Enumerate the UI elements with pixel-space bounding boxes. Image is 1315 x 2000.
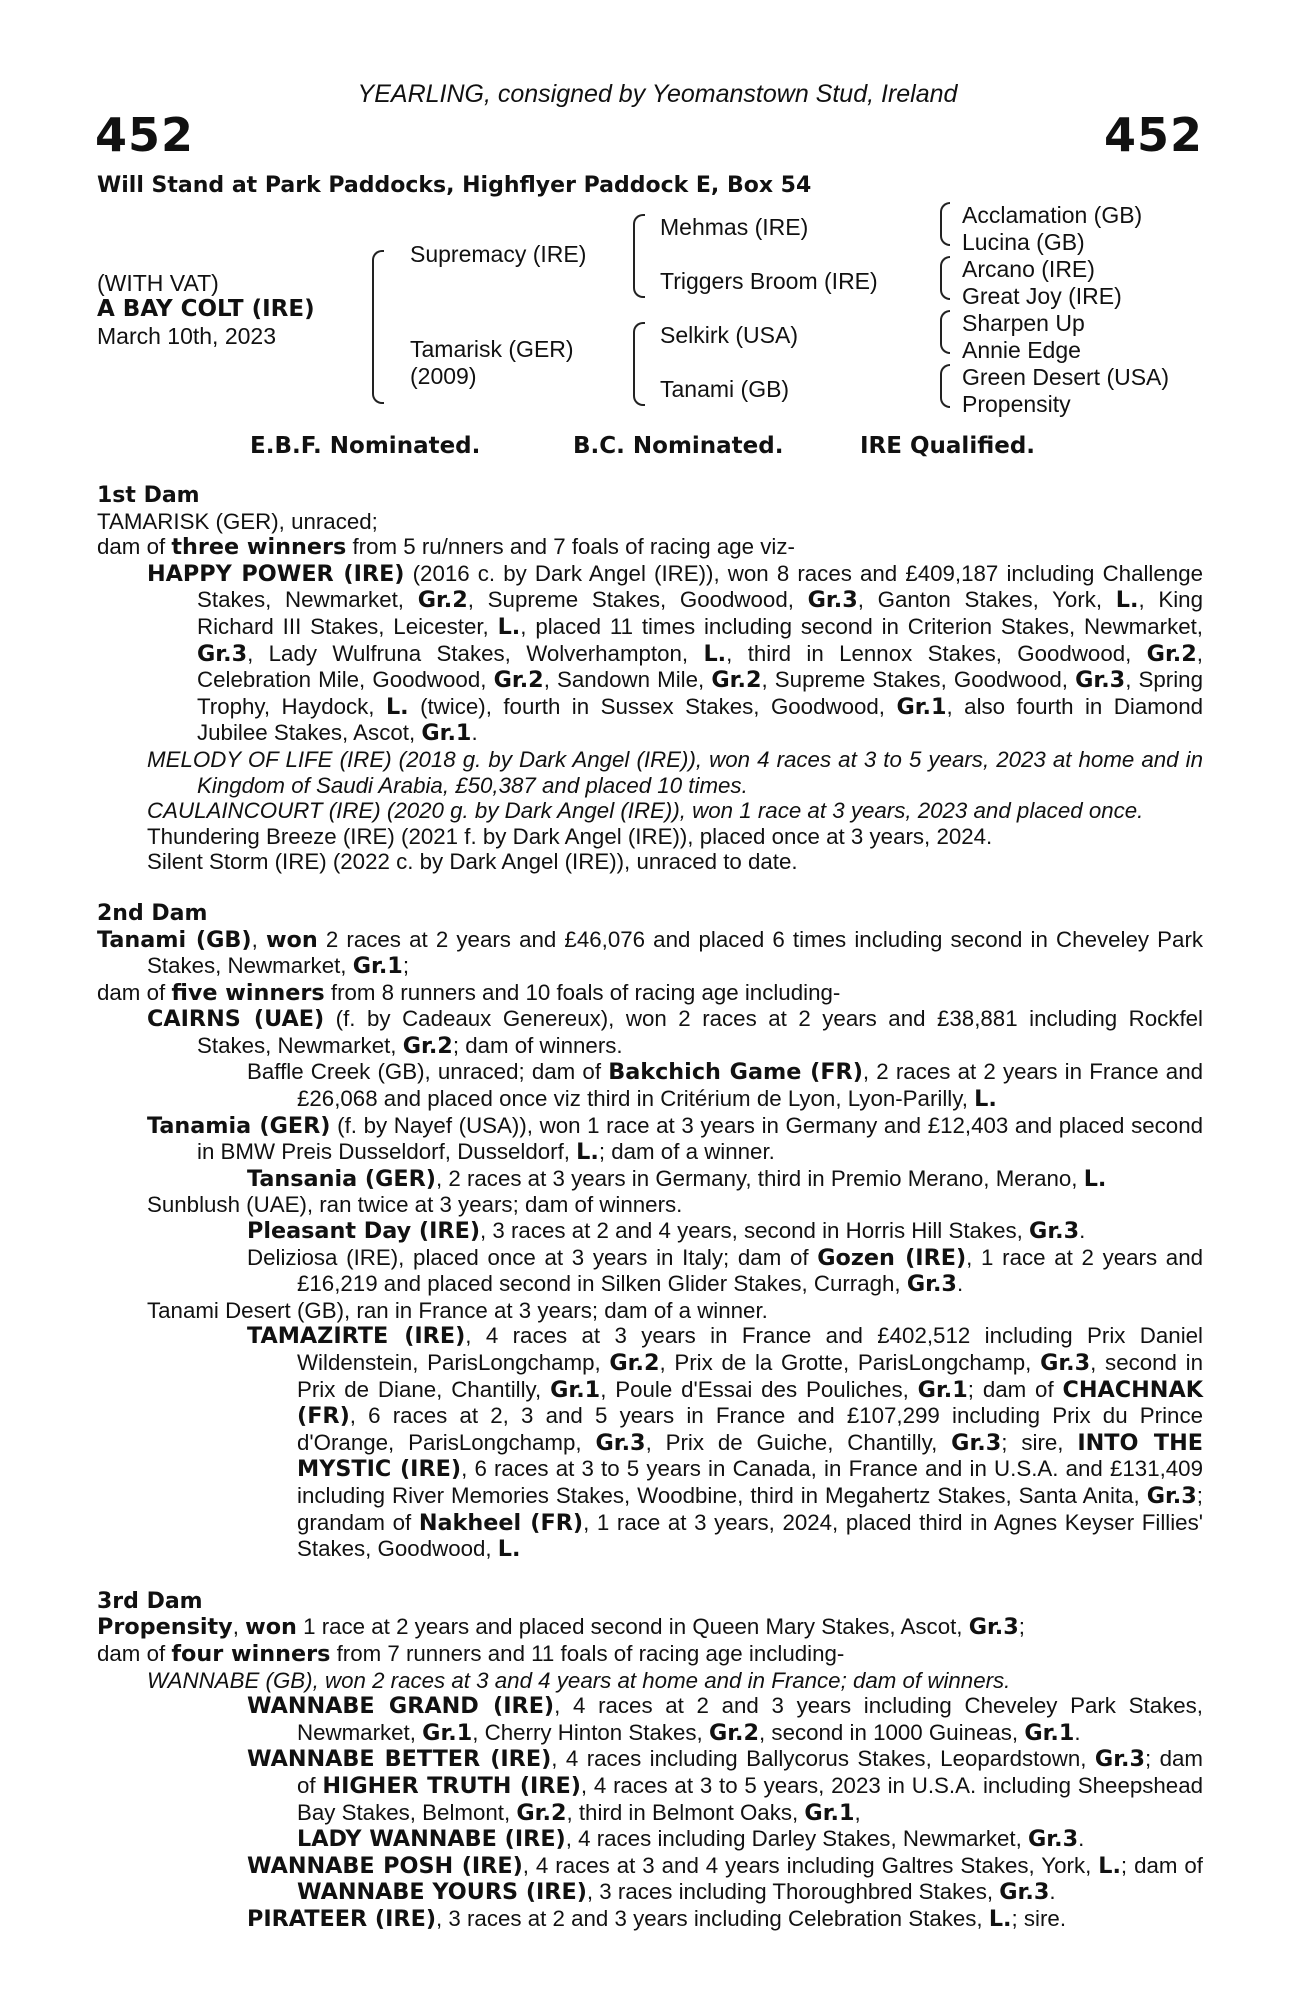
pedigree-g4: Great Joy (IRE) <box>962 283 1122 309</box>
vat-note: (WITH VAT) <box>97 270 219 296</box>
pedigree-brace-dam <box>633 322 645 406</box>
pedigree-g6: Annie Edge <box>962 337 1081 363</box>
stand-location: Will Stand at Park Paddocks, Highflyer Paddock E, Box 54 <box>97 173 812 198</box>
pedigree-dam-year: (2009) <box>410 363 477 389</box>
produce-tamazirte: TAMAZIRTE (IRE), 4 races at 3 years in France and £402,512 including Prix Daniel Wildenstein, ParisLongchamp, Gr.2, Prix de la Grotte, ParisLongchamp, Gr.3, second in Prix de Diane, Chantilly, Gr.1, Poule d'Essai des Pouliches, Gr.1; dam of CHACHNAK (FR), 6 races at 2, 3 and 5 years in France and £107,299 including Prix du Prince d'Orange, ParisLongchamp, Gr.3, Prix de Guiche, Chantilly, Gr.3; sire, INTO THE MYSTIC (IRE), 6 races at 3 to 5 years in Canada, in France and in U.S.A. and £131,409 including River Memories Stakes, Woodbine, third in Megahertz Stakes, Santa Anita, Gr.3; grandam of Nakheel (FR), 1 race at 3 years, 2024, placed third in Agnes Keyser Fillies' Stakes, Goodwood, L. <box>247 1323 1204 1563</box>
produce-silent-storm: Silent Storm (IRE) (2022 c. by Dark Angel (IRE)), unraced to date. <box>147 849 798 875</box>
lot-number-right: 452 <box>1103 108 1203 162</box>
produce-melody-of-life: MELODY OF LIFE (IRE) (2018 g. by Dark Angel (IRE)), won 4 races at 3 to 5 years, 2023 at home and in Kingdom of Saudi Arabia, £50,387 and placed 10 times. <box>147 746 1203 798</box>
pedigree-g3: Arcano (IRE) <box>962 256 1095 282</box>
pedigree-sire-sire: Mehmas (IRE) <box>660 214 809 240</box>
horse-name: A BAY COLT (IRE) <box>97 296 315 322</box>
second-dam-heading: 2nd Dam <box>97 900 208 926</box>
first-dam-line: TAMARISK (GER), unraced; <box>97 508 378 534</box>
produce-wannabe: WANNABE (GB), won 2 races at 3 and 4 years at home and in France; dam of winners. <box>147 1667 1011 1693</box>
third-dam-propensity: Propensity, won 1 race at 2 years and placed second in Queen Mary Stakes, Ascot, Gr.3; <box>97 1614 1025 1641</box>
pedigree-g7: Green Desert (USA) <box>962 364 1170 390</box>
pedigree-brace-g1 <box>940 202 950 246</box>
third-dam-produce-summary: dam of four winners from 7 runners and 11 foals of racing age including- <box>97 1640 845 1667</box>
first-dam-produce-summary: dam of three winners from 5 ru/nners and 7 foals of racing age viz- <box>97 534 795 561</box>
produce-pleasant-day: Pleasant Day (IRE), 3 races at 2 and 4 years, second in Horris Hill Stakes, Gr.3. <box>247 1218 1086 1245</box>
bc-nomination: B.C. Nominated. <box>573 433 784 459</box>
produce-wannabe-posh: WANNABE POSH (IRE), 4 races at 3 and 4 years including Galtres Stakes, York, L.; dam of WANNABE YOURS (IRE), 3 races including Thoroughbred Stakes, Gr.3. <box>247 1852 1203 1906</box>
produce-baffle-creek: Baffle Creek (GB), unraced; dam of Bakchich Game (FR), 2 races at 2 years in France and £26,068 and placed once viz third in Critérium de Lyon, Lyon-Parilly, L. <box>247 1059 1203 1113</box>
pedigree-g5: Sharpen Up <box>962 310 1085 336</box>
pedigree-dam: Tamarisk (GER) <box>410 336 574 362</box>
pedigree-brace-sire <box>633 214 645 298</box>
produce-tansania: Tansania (GER), 2 races at 3 years in Germany, third in Premio Merano, Merano, L. <box>247 1165 1107 1192</box>
second-dam-tanami: Tanami (GB), won 2 races at 2 years and £46,076 and placed 6 times including second in Cheveley Park Stakes, Newmarket, Gr.1; <box>97 926 1204 980</box>
pedigree-dam-dam: Tanami (GB) <box>660 376 790 402</box>
pedigree-brace-g3 <box>940 310 950 354</box>
pedigree-brace-main <box>372 250 384 404</box>
lot-number-left: 452 <box>95 108 195 162</box>
ire-qualification: IRE Qualified. <box>860 433 1036 459</box>
produce-pirateer: PIRATEER (IRE), 3 races at 2 and 3 years including Celebration Stakes, L.; sire. <box>247 1905 1067 1932</box>
second-dam-produce-summary: dam of five winners from 8 runners and 10 foals of racing age including- <box>97 979 841 1006</box>
produce-lady-wannabe: LADY WANNABE (IRE), 4 races including Darley Stakes, Newmarket, Gr.3. <box>297 1826 1085 1853</box>
pedigree-dam-sire: Selkirk (USA) <box>660 322 799 348</box>
ebf-nomination: E.B.F. Nominated. <box>250 433 481 459</box>
produce-happy-power: HAPPY POWER (IRE) (2016 c. by Dark Angel (IRE)), won 8 races and £409,187 including Challenge Stakes, Newmarket, Gr.2, Supreme Stakes, Goodwood, Gr.3, Ganton Stakes, York, L., King Richard III Stakes, Leicester, L., placed 11 times including second in Criterion Stakes, Newmarket, Gr.3, Lady Wulfruna Stakes, Wolverhampton, L., third in Lennox Stakes, Goodwood, Gr.2, Celebration Mile, Goodwood, Gr.2, Sandown Mile, Gr.2, Supreme Stakes, Goodwood, Gr.3, Spring Trophy, Haydock, L. (twice), fourth in Sussex Stakes, Goodwood, Gr.1, also fourth in Diamond Jubilee Stakes, Ascot, Gr.1. <box>147 560 1204 747</box>
produce-wannabe-grand: WANNABE GRAND (IRE), 4 races at 2 and 3 years including Cheveley Park Stakes, Newmarket, Gr.1, Cherry Hinton Stakes, Gr.2, second in 1000 Guineas, Gr.1. <box>247 1693 1203 1746</box>
pedigree-sire: Supremacy (IRE) <box>410 241 587 267</box>
first-dam-heading: 1st Dam <box>97 483 200 508</box>
produce-sunblush: Sunblush (UAE), ran twice at 3 years; dam of winners. <box>147 1192 683 1218</box>
produce-tanamia: Tanamia (GER) (f. by Nayef (USA)), won 1 race at 3 years in Germany and £12,403 and placed second in BMW Preis Dusseldorf, Dusseldorf, L.; dam of a winner. <box>147 1112 1203 1166</box>
produce-wannabe-better: WANNABE BETTER (IRE), 4 races including Ballycorus Stakes, Leopardstown, Gr.3; dam of HIGHER TRUTH (IRE), 4 races at 3 to 5 years, 2023 in U.S.A. including Sheepshead Bay Stakes, Belmont, Gr.2, third in Belmont Oaks, Gr.1, <box>247 1746 1203 1826</box>
third-dam-heading: 3rd Dam <box>97 1588 203 1614</box>
catalogue-body <box>97 483 1203 1932</box>
produce-thundering-breeze: Thundering Breeze (IRE) (2021 f. by Dark Angel (IRE)), placed once at 3 years, 2024. <box>147 823 993 849</box>
pedigree-g2: Lucina (GB) <box>962 229 1085 255</box>
pedigree-sire-dam: Triggers Broom (IRE) <box>660 268 878 294</box>
produce-tanami-desert: Tanami Desert (GB), ran in France at 3 years; dam of a winner. <box>147 1297 768 1323</box>
sale-subtitle: YEARLING, consigned by Yeomanstown Stud, Ireland <box>357 80 958 108</box>
produce-deliziosa: Deliziosa (IRE), placed once at 3 years in Italy; dam of Gozen (IRE), 1 race at 2 years and £16,219 and placed second in Silken Glider Stakes, Curragh, Gr.3. <box>247 1244 1203 1298</box>
pedigree-g8: Propensity <box>962 391 1071 417</box>
produce-caulaincourt: CAULAINCOURT (IRE) (2020 g. by Dark Angel (IRE)), won 1 race at 3 years, 2023 and placed once. <box>147 798 1144 824</box>
pedigree-brace-g4 <box>940 364 950 408</box>
horse-dob: March 10th, 2023 <box>97 323 277 349</box>
pedigree-g1: Acclamation (GB) <box>962 202 1143 228</box>
pedigree-brace-g2 <box>940 256 950 300</box>
produce-cairns: CAIRNS (UAE) (f. by Cadeaux Genereux), won 2 races at 2 years and £38,881 including Rockfel Stakes, Newmarket, Gr.2; dam of winners. <box>147 1006 1203 1059</box>
